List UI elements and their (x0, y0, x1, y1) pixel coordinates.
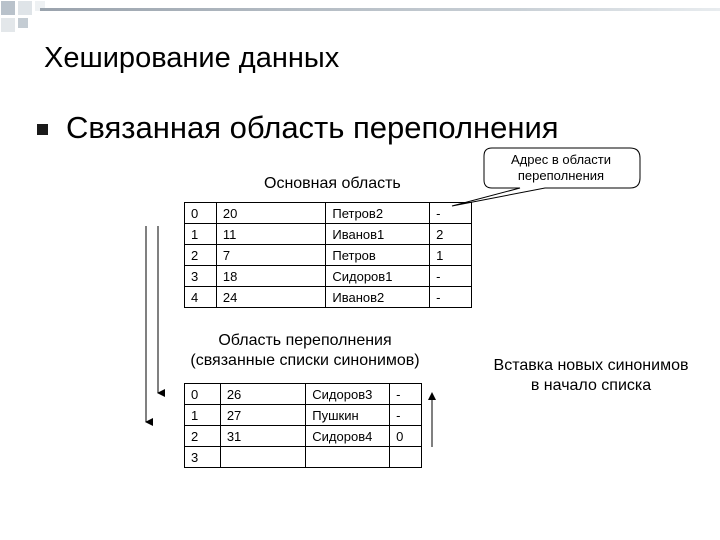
overflow-label-line-1: Область переполнения (218, 332, 392, 349)
row-key: 24 (216, 287, 325, 308)
row-index: 0 (185, 203, 217, 224)
row-index: 0 (185, 384, 221, 405)
bullet-text: Связанная область переполнения (66, 110, 559, 145)
row-name: Пушкин (306, 405, 390, 426)
insert-note-line-2: в начало списка (530, 377, 652, 394)
row-name: Петров (326, 245, 430, 266)
row-index: 1 (185, 405, 221, 426)
row-key: 11 (216, 224, 325, 245)
insert-note-line-1: Вставка новых синонимов (493, 357, 689, 374)
row-link: - (430, 203, 472, 224)
row-key: 20 (216, 203, 325, 224)
row-name: Иванов2 (326, 287, 430, 308)
row-name: Петров2 (326, 203, 430, 224)
callout-line-2: переполнения (517, 168, 605, 183)
row-index: 2 (185, 426, 221, 447)
row-name: Иванов1 (326, 224, 430, 245)
row-key: 31 (220, 426, 305, 447)
row-index: 3 (185, 266, 217, 287)
row-key: 18 (216, 266, 325, 287)
slide-title: Хеширование данных (44, 42, 340, 74)
insert-up-arrow-head (428, 392, 436, 400)
row-link: 1 (430, 245, 472, 266)
row-index: 4 (185, 287, 217, 308)
row-link: - (430, 266, 472, 287)
row-link: - (430, 287, 472, 308)
row-link: 0 (390, 426, 422, 447)
row-index: 1 (185, 224, 217, 245)
row-name: Сидоров3 (306, 384, 390, 405)
insert-note (462, 356, 720, 396)
row-key: 26 (220, 384, 305, 405)
main-area-label: Основная область (264, 175, 401, 192)
row-link: - (390, 405, 422, 426)
overflow-label-line-2: (связанные списки синонимов) (190, 352, 420, 369)
row-link: 2 (430, 224, 472, 245)
row-key: 7 (216, 245, 325, 266)
row-name: Сидоров4 (306, 426, 390, 447)
row-key: 27 (220, 405, 305, 426)
row-name: Сидоров1 (326, 266, 430, 287)
row-link: - (390, 384, 422, 405)
row-index: 2 (185, 245, 217, 266)
row-index: 3 (185, 447, 221, 468)
callout-line-1: Адрес в области (511, 152, 611, 167)
